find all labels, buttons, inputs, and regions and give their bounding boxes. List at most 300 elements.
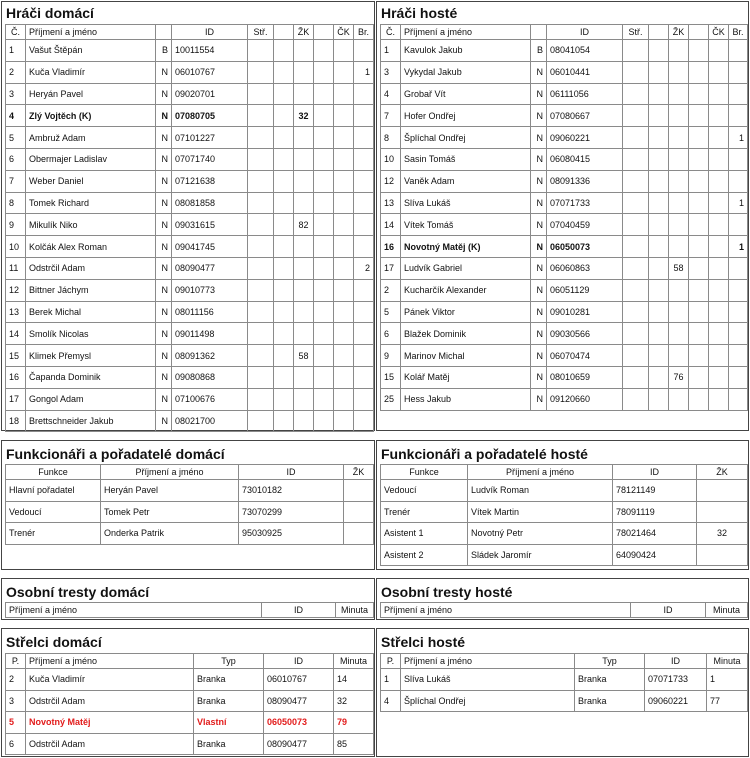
official-id: 73070299 xyxy=(239,501,344,523)
away-players-title: Hráči hosté xyxy=(381,5,458,21)
player-str-cell xyxy=(623,279,649,301)
scorer-name: Šplíchal Ondřej xyxy=(401,690,575,712)
player-blank-cell xyxy=(649,366,669,388)
scorer-type: Branka xyxy=(575,669,645,691)
scorer-name: Slíva Lukáš xyxy=(401,669,575,691)
player-zk xyxy=(294,61,314,83)
player-flag: N xyxy=(531,170,547,192)
player-br xyxy=(729,388,748,410)
player-blank-cell xyxy=(689,105,709,127)
player-ck-cell xyxy=(709,83,729,105)
player-flag: N xyxy=(531,83,547,105)
player-name: Pánek Viktor xyxy=(401,301,531,323)
scorer-order: 6 xyxy=(6,733,26,755)
scorer-minute: 14 xyxy=(334,669,374,691)
player-blank-cell xyxy=(689,127,709,149)
away-scorers-table xyxy=(380,653,748,712)
player-number: 5 xyxy=(6,127,26,149)
player-str-cell xyxy=(248,410,274,432)
player-name: Kavulok Jakub xyxy=(401,40,531,62)
player-blank-cell xyxy=(689,345,709,367)
player-br xyxy=(729,279,748,301)
player-str-cell xyxy=(623,236,649,258)
player-blank-cell xyxy=(274,323,294,345)
player-blank-cell xyxy=(314,301,334,323)
player-ck-cell xyxy=(334,257,354,279)
player-str-cell xyxy=(623,83,649,105)
player-str-cell xyxy=(623,40,649,62)
player-ck-cell xyxy=(709,148,729,170)
player-row xyxy=(6,214,374,236)
col-id: ID xyxy=(262,603,336,618)
player-zk xyxy=(294,148,314,170)
player-blank-cell xyxy=(689,323,709,345)
player-id: 06111056 xyxy=(547,83,623,105)
player-zk xyxy=(669,214,689,236)
player-blank-cell xyxy=(314,170,334,192)
player-blank-cell xyxy=(649,323,669,345)
official-name: Novotný Petr xyxy=(468,523,613,545)
scorer-id: 06050073 xyxy=(264,712,334,734)
player-number: 13 xyxy=(381,192,401,214)
player-br: 2 xyxy=(354,257,374,279)
player-id: 09011498 xyxy=(172,323,248,345)
scorer-id: 08090477 xyxy=(264,690,334,712)
official-id: 64090424 xyxy=(613,544,697,566)
player-id: 09031615 xyxy=(172,214,248,236)
home-officials-table xyxy=(5,464,374,545)
player-zk xyxy=(294,192,314,214)
scorer-id: 09060221 xyxy=(645,690,707,712)
col-role: Funkce xyxy=(381,465,468,480)
official-row xyxy=(6,480,374,502)
player-blank-cell xyxy=(649,61,669,83)
player-blank-cell xyxy=(689,257,709,279)
col-id: ID xyxy=(631,603,706,618)
player-blank-cell xyxy=(689,301,709,323)
player-flag: N xyxy=(156,388,172,410)
col-name: Příjmení a jméno xyxy=(401,654,575,669)
player-row xyxy=(6,192,374,214)
player-row xyxy=(6,61,374,83)
player-str-cell xyxy=(623,192,649,214)
player-zk xyxy=(294,236,314,258)
player-ck-cell xyxy=(334,61,354,83)
scorer-minute: 85 xyxy=(334,733,374,755)
player-br xyxy=(354,214,374,236)
col-id: ID xyxy=(547,25,623,40)
player-number: 3 xyxy=(6,83,26,105)
player-id: 09030566 xyxy=(547,323,623,345)
player-number: 15 xyxy=(381,366,401,388)
player-row xyxy=(381,148,748,170)
away-players-header-row xyxy=(381,25,748,40)
player-name: Mikulík Niko xyxy=(26,214,156,236)
scorer-type: Branka xyxy=(194,669,264,691)
away-players-table xyxy=(380,24,748,411)
player-zk: 82 xyxy=(294,214,314,236)
official-row xyxy=(6,501,374,523)
player-flag: N xyxy=(156,148,172,170)
player-blank-cell xyxy=(274,83,294,105)
player-name: Čapanda Dominik xyxy=(26,366,156,388)
scorer-id: 06010767 xyxy=(264,669,334,691)
col-ck: ČK xyxy=(334,25,354,40)
player-number: 4 xyxy=(6,105,26,127)
col-role: Funkce xyxy=(6,465,101,480)
player-ck-cell xyxy=(334,366,354,388)
home-officials-header-row xyxy=(6,465,374,480)
player-row xyxy=(6,236,374,258)
player-number: 4 xyxy=(381,83,401,105)
player-str-cell xyxy=(248,148,274,170)
player-number: 8 xyxy=(6,192,26,214)
player-id: 06070474 xyxy=(547,345,623,367)
player-id: 06050073 xyxy=(547,236,623,258)
player-name: Gongol Adam xyxy=(26,388,156,410)
official-role: Asistent 2 xyxy=(381,544,468,566)
player-br xyxy=(729,40,748,62)
player-flag: N xyxy=(531,148,547,170)
player-row xyxy=(381,170,748,192)
player-name: Ambruž Adam xyxy=(26,127,156,149)
scorer-name: Kuča Vladimír xyxy=(26,669,194,691)
player-id: 09080868 xyxy=(172,366,248,388)
player-zk xyxy=(294,301,314,323)
scorer-order: 1 xyxy=(381,669,401,691)
player-id: 07040459 xyxy=(547,214,623,236)
scorer-minute: 32 xyxy=(334,690,374,712)
official-zk: 32 xyxy=(697,523,748,545)
player-ck-cell xyxy=(334,40,354,62)
player-blank-cell xyxy=(314,410,334,432)
player-blank-cell xyxy=(274,61,294,83)
player-str-cell xyxy=(623,345,649,367)
official-row xyxy=(6,523,374,545)
player-br xyxy=(354,105,374,127)
home-scorers-table xyxy=(5,653,374,755)
player-flag: N xyxy=(531,301,547,323)
player-zk xyxy=(669,105,689,127)
player-row xyxy=(381,345,748,367)
player-id: 08021700 xyxy=(172,410,248,432)
player-flag: N xyxy=(531,192,547,214)
home-officials-panel xyxy=(1,440,375,570)
player-blank-cell xyxy=(649,301,669,323)
player-zk xyxy=(294,279,314,301)
away-scorers-panel xyxy=(376,628,749,757)
col-p: P. xyxy=(381,654,401,669)
player-zk xyxy=(669,83,689,105)
player-str-cell xyxy=(248,192,274,214)
player-br xyxy=(729,214,748,236)
away-officials-table xyxy=(380,464,748,566)
official-row xyxy=(381,544,748,566)
player-name: Blažek Dominik xyxy=(401,323,531,345)
player-flag: N xyxy=(156,301,172,323)
player-flag: N xyxy=(156,366,172,388)
player-name: Vašut Štěpán xyxy=(26,40,156,62)
player-str-cell xyxy=(623,61,649,83)
player-str-cell xyxy=(248,301,274,323)
player-br xyxy=(729,148,748,170)
col-minute: Minuta xyxy=(707,654,748,669)
player-name: Ludvík Gabriel xyxy=(401,257,531,279)
player-br xyxy=(354,192,374,214)
scorer-type: Branka xyxy=(194,733,264,755)
player-number: 12 xyxy=(6,279,26,301)
player-ck-cell xyxy=(334,170,354,192)
official-row xyxy=(381,501,748,523)
player-id: 06051129 xyxy=(547,279,623,301)
home-scorers-title: Střelci domácí xyxy=(6,634,102,650)
player-id: 09010281 xyxy=(547,301,623,323)
player-name: Smolík Nicolas xyxy=(26,323,156,345)
player-br xyxy=(354,410,374,432)
player-blank-cell xyxy=(314,279,334,301)
scorer-id: 08090477 xyxy=(264,733,334,755)
player-id: 07121638 xyxy=(172,170,248,192)
official-role: Hlavní pořadatel xyxy=(6,480,101,502)
player-zk xyxy=(294,170,314,192)
player-br xyxy=(354,40,374,62)
player-id: 07071740 xyxy=(172,148,248,170)
player-number: 8 xyxy=(381,127,401,149)
col-name: Příjmení a jméno xyxy=(401,25,531,40)
player-row xyxy=(6,345,374,367)
player-blank-cell xyxy=(314,148,334,170)
player-row xyxy=(6,40,374,62)
player-ck-cell xyxy=(709,214,729,236)
col-number: Č. xyxy=(6,25,26,40)
col-minute: Minuta xyxy=(336,603,374,618)
player-ck-cell xyxy=(334,410,354,432)
player-blank-cell xyxy=(314,105,334,127)
player-number: 14 xyxy=(381,214,401,236)
player-str-cell xyxy=(248,170,274,192)
home-scorers-header-row xyxy=(6,654,374,669)
player-ck-cell xyxy=(709,301,729,323)
player-number: 7 xyxy=(381,105,401,127)
player-br xyxy=(354,366,374,388)
player-br xyxy=(354,388,374,410)
player-zk: 76 xyxy=(669,366,689,388)
player-ck-cell xyxy=(709,105,729,127)
player-blank-cell xyxy=(314,214,334,236)
official-name: Sládek Jaromír xyxy=(468,544,613,566)
player-id: 08041054 xyxy=(547,40,623,62)
scorer-row xyxy=(381,669,748,691)
player-br xyxy=(729,83,748,105)
player-number: 17 xyxy=(381,257,401,279)
player-blank-cell xyxy=(689,83,709,105)
col-br: Br. xyxy=(729,25,748,40)
player-blank-cell xyxy=(314,236,334,258)
player-blank-cell xyxy=(314,127,334,149)
player-row xyxy=(6,301,374,323)
player-zk xyxy=(669,236,689,258)
scorer-order: 2 xyxy=(6,669,26,691)
player-ck-cell xyxy=(334,192,354,214)
player-flag: N xyxy=(156,236,172,258)
player-blank-cell xyxy=(689,192,709,214)
player-str-cell xyxy=(248,40,274,62)
player-id: 09120660 xyxy=(547,388,623,410)
player-blank-cell xyxy=(314,83,334,105)
player-str-cell xyxy=(623,323,649,345)
player-str-cell xyxy=(623,366,649,388)
player-br xyxy=(729,105,748,127)
player-number: 3 xyxy=(381,61,401,83)
player-zk: 58 xyxy=(294,345,314,367)
player-ck-cell xyxy=(334,323,354,345)
player-id: 08091362 xyxy=(172,345,248,367)
player-number: 13 xyxy=(6,301,26,323)
player-id: 08091336 xyxy=(547,170,623,192)
player-br xyxy=(354,127,374,149)
player-id: 08010659 xyxy=(547,366,623,388)
player-row xyxy=(381,127,748,149)
player-name: Hofer Ondřej xyxy=(401,105,531,127)
scorer-row xyxy=(6,669,374,691)
player-blank-cell xyxy=(314,366,334,388)
official-row xyxy=(381,523,748,545)
col-name: Příjmení a jméno xyxy=(26,654,194,669)
player-number: 16 xyxy=(381,236,401,258)
home-penalties-header-row xyxy=(6,603,374,618)
player-number: 1 xyxy=(6,40,26,62)
official-name: Vítek Martin xyxy=(468,501,613,523)
player-number: 2 xyxy=(381,279,401,301)
player-zk xyxy=(294,388,314,410)
official-role: Trenér xyxy=(381,501,468,523)
scorer-row xyxy=(6,733,374,755)
player-number: 6 xyxy=(6,148,26,170)
player-blank-cell xyxy=(274,345,294,367)
player-br: 1 xyxy=(354,61,374,83)
player-row xyxy=(6,410,374,432)
player-zk xyxy=(294,366,314,388)
player-number: 14 xyxy=(6,323,26,345)
player-row xyxy=(381,323,748,345)
player-id: 09041745 xyxy=(172,236,248,258)
away-players-panel xyxy=(376,1,749,431)
player-str-cell xyxy=(623,388,649,410)
player-str-cell xyxy=(623,170,649,192)
player-str-cell xyxy=(248,345,274,367)
player-flag: N xyxy=(531,323,547,345)
player-flag: N xyxy=(531,214,547,236)
player-str-cell xyxy=(248,61,274,83)
col-str: Stř. xyxy=(623,25,649,40)
col-blank xyxy=(649,25,669,40)
player-name: Sasin Tomáš xyxy=(401,148,531,170)
col-type: Typ xyxy=(575,654,645,669)
player-id: 07101227 xyxy=(172,127,248,149)
scorer-name: Odstrčil Adam xyxy=(26,690,194,712)
official-name: Onderka Patrik xyxy=(101,523,239,545)
player-ck-cell xyxy=(334,279,354,301)
home-players-title: Hráči domácí xyxy=(6,5,94,21)
col-blank xyxy=(314,25,334,40)
official-id: 73010182 xyxy=(239,480,344,502)
player-str-cell xyxy=(248,323,274,345)
scorer-order: 4 xyxy=(381,690,401,712)
player-flag: N xyxy=(531,345,547,367)
player-flag: N xyxy=(156,105,172,127)
scorer-order: 5 xyxy=(6,712,26,734)
scorer-row xyxy=(6,690,374,712)
player-name: Kolčák Alex Roman xyxy=(26,236,156,258)
player-br xyxy=(354,170,374,192)
player-flag: N xyxy=(156,410,172,432)
player-name: Brettschneider Jakub xyxy=(26,410,156,432)
home-penalties-table xyxy=(5,602,374,618)
player-ck-cell xyxy=(709,40,729,62)
player-blank-cell xyxy=(649,170,669,192)
player-br: 1 xyxy=(729,192,748,214)
col-name: Příjmení a jméno xyxy=(101,465,239,480)
player-id: 07071733 xyxy=(547,192,623,214)
player-number: 11 xyxy=(6,257,26,279)
player-flag: N xyxy=(156,61,172,83)
player-blank-cell xyxy=(274,105,294,127)
player-ck-cell xyxy=(334,83,354,105)
away-penalties-panel xyxy=(376,578,749,620)
player-blank-cell xyxy=(689,214,709,236)
player-flag: N xyxy=(156,345,172,367)
player-str-cell xyxy=(248,83,274,105)
player-number: 12 xyxy=(381,170,401,192)
player-zk xyxy=(294,83,314,105)
player-blank-cell xyxy=(274,127,294,149)
player-br xyxy=(354,345,374,367)
scorer-name: Novotný Matěj xyxy=(26,712,194,734)
col-name: Příjmení a jméno xyxy=(468,465,613,480)
player-ck-cell xyxy=(709,257,729,279)
away-penalties-header-row xyxy=(381,603,748,618)
player-zk: 58 xyxy=(669,257,689,279)
player-blank-cell xyxy=(649,345,669,367)
player-br xyxy=(354,236,374,258)
official-name: Ludvík Roman xyxy=(468,480,613,502)
player-name: Hess Jakub xyxy=(401,388,531,410)
player-ck-cell xyxy=(709,192,729,214)
player-row xyxy=(381,366,748,388)
player-flag: N xyxy=(531,257,547,279)
player-zk xyxy=(294,323,314,345)
player-str-cell xyxy=(248,366,274,388)
home-penalties-title: Osobní tresty domácí xyxy=(6,584,150,600)
scorer-minute: 1 xyxy=(707,669,748,691)
player-blank-cell xyxy=(314,388,334,410)
player-str-cell xyxy=(248,127,274,149)
player-ck-cell xyxy=(709,388,729,410)
player-blank-cell xyxy=(274,257,294,279)
player-zk xyxy=(669,301,689,323)
player-id: 06080415 xyxy=(547,148,623,170)
player-flag: N xyxy=(156,257,172,279)
player-row xyxy=(381,192,748,214)
player-blank-cell xyxy=(314,61,334,83)
player-row xyxy=(381,105,748,127)
player-blank-cell xyxy=(649,40,669,62)
player-ck-cell xyxy=(709,170,729,192)
player-blank-cell xyxy=(274,388,294,410)
player-ck-cell xyxy=(709,366,729,388)
player-zk xyxy=(669,61,689,83)
player-name: Kucharčík Alexander xyxy=(401,279,531,301)
